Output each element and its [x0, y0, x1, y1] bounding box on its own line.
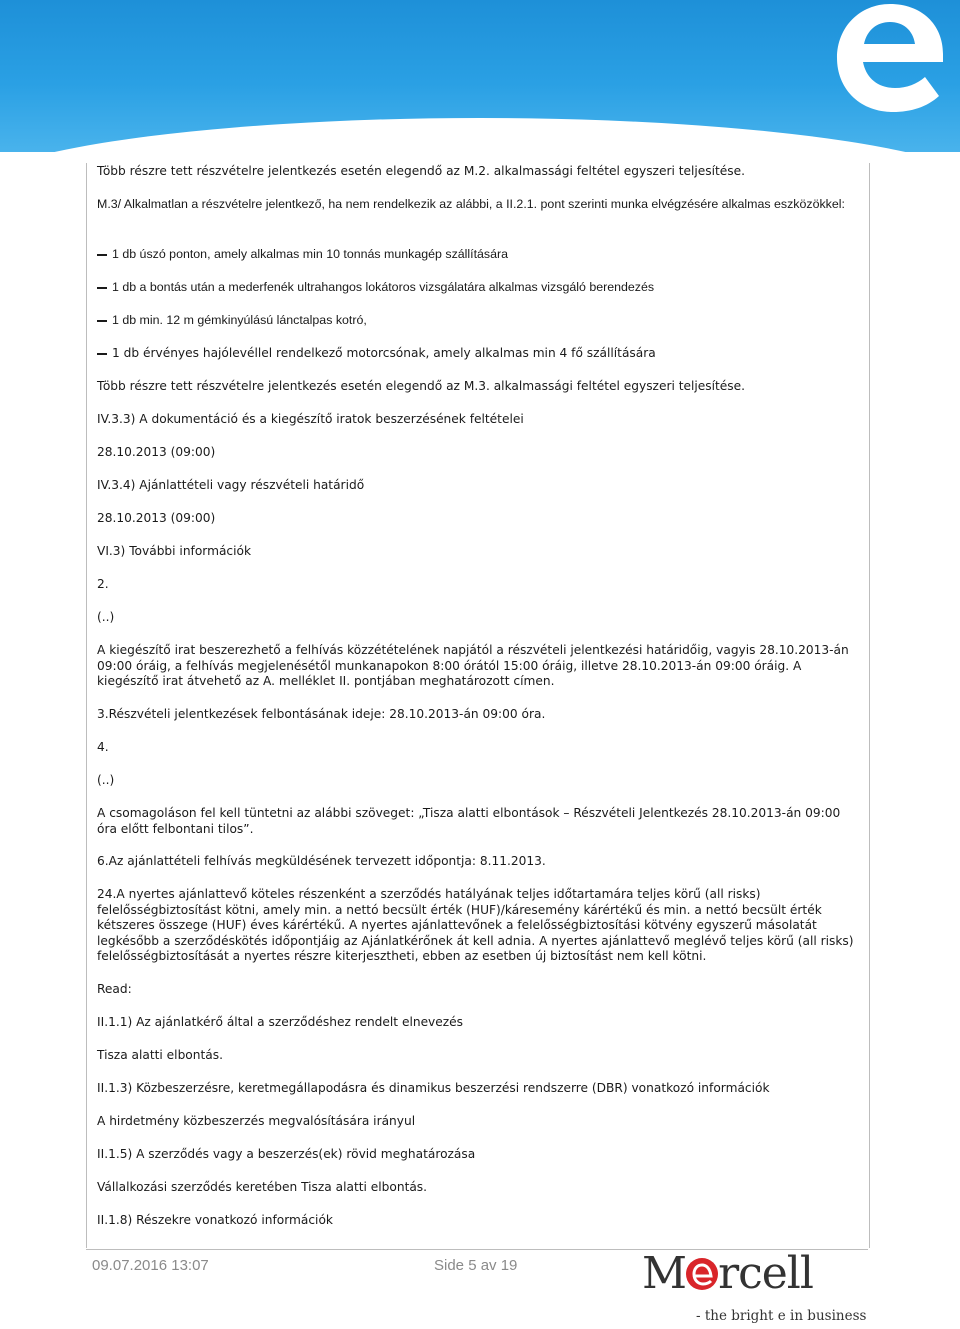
paragraph: (..) [97, 610, 115, 624]
paragraph: A hirdetmény közbeszerzés megvalósítására irányul [97, 1114, 416, 1128]
paragraph: VI.3) További információk [97, 544, 252, 558]
page-number: Side 5 av 19 [434, 1257, 518, 1274]
paragraph: II.1.8) Részekre vonatkozó információk [97, 1213, 333, 1227]
paragraph: 6.Az ajánlattételi felhívás megküldésének tervezett időpontja: 8.11.2013. [97, 854, 546, 868]
paragraph: Vállalkozási szerződés keretében Tisza alatti elbontás. [97, 1180, 428, 1194]
dash-list-item: 1 db min. 12 m gémkinyúlású lánctalpas kotró, [97, 313, 876, 329]
paragraph: (..) [97, 773, 115, 787]
paragraph: 2. [97, 577, 109, 591]
paragraph: 24.A nyertes ajánlattevő köteles részenként a szerződés hatályának teljes időtartamára teljes körű (all risks) felelősségbiztosítást kötni, amely min. a nettó becsült érték (HUF)/káresemény kárértékű és min. a nettó becsült érték kétszeres összege (HUF) éves kárértékű. A nyertes ajánlattevőnek a felelősségbiztosítási kötvény egyszerű másolatát legkésőbb a szerződéskötés időpontjáig az Ajánlatkérőnek át kell adnia. A nyertes ajánlattevő meglévő teljes körű (all risks) felelősségbiztosítását a nyertes részre kiterjesztheti, ebben az esetben új biztosítást nem kell kötni. [97, 887, 858, 963]
footer-timestamp: 09.07.2016 13:07 [92, 1257, 209, 1274]
paragraph: 28.10.2013 (09:00) [97, 445, 216, 459]
paragraph: M.3/ Alkalmatlan a részvételre jelentkező, ha nem rendelkezik az alábbi, a II.2.1. pont szerinti munka elvégzésére alkalmas eszközökkel: [97, 197, 845, 211]
dash-list-item: 1 db a bontás után a mederfenék ultrahangos lokátoros vizsgálatára alkalmas vizsgáló berendezés [97, 280, 876, 296]
paragraph: IV.3.4) Ajánlattételi vagy részvételi határidő [97, 478, 365, 492]
paragraph: 28.10.2013 (09:00) [97, 511, 216, 525]
brand-e-icon [685, 1257, 719, 1291]
paragraph: A kiegészítő irat beszerezhető a felhívás közzétételének napjától a részvételi jelentkezési határidőig, vagyis 28.10.2013-án 09:00 óráig, a felhívás megjelenésétől munkanapokon 8:00 órától 15:00 óráig, illetve 28.10.2013-án 09:00 óráig. A kiegészítő irat átvehető az A. melléklet II. pontjában meghatározott címen. [97, 643, 853, 688]
dash-list-item: 1 db érvényes hajólevéllel rendelkező motorcsónak, amely alkalmas min 4 fő szállítására [97, 346, 876, 362]
paragraph: 3.Részvételi jelentkezések felbontásának ideje: 28.10.2013-án 09:00 óra. [97, 707, 546, 721]
brand-tagline: - the bright e in business [696, 1308, 867, 1324]
header-wave [0, 118, 960, 152]
paragraph: II.1.3) Közbeszerzésre, keretmegállapodásra és dinamikus beszerzési rendszerre (DBR) vonatkozó információk [97, 1081, 770, 1095]
paragraph: Read: [97, 982, 132, 996]
brand-logo [642, 1248, 872, 1326]
header-band [0, 0, 960, 152]
paragraph: Tisza alatti elbontás. [97, 1048, 223, 1062]
paragraph: IV.3.3) A dokumentáció és a kiegészítő iratok beszerzésének feltételei [97, 412, 524, 426]
paragraph: Több részre tett részvételre jelentkezés esetén elegendő az M.2. alkalmassági feltétel egyszeri teljesítése. [97, 164, 745, 178]
paragraph: II.1.5) A szerződés vagy a beszerzés(ek) rövid meghatározása [97, 1147, 476, 1161]
brand-name: M rcell [642, 1248, 813, 1299]
paragraph: 4. [97, 740, 109, 754]
e-logo-icon [833, 0, 948, 115]
paragraph: Több részre tett részvételre jelentkezés esetén elegendő az M.3. alkalmassági feltétel egyszeri teljesítése. [97, 379, 745, 393]
paragraph: II.1.1) Az ajánlatkérő által a szerződéshez rendelt elnevezés [97, 1015, 464, 1029]
dash-list-item: 1 db úszó ponton, amely alkalmas min 10 tonnás munkagép szállítására [97, 247, 876, 263]
paragraph: A csomagoláson fel kell tüntetni az alábbi szöveget: „Tisza alatti elbontások – Részvételi Jelentkezés 28.10.2013-án 09:00 óra előtt felbontani tilos”. [97, 806, 845, 836]
